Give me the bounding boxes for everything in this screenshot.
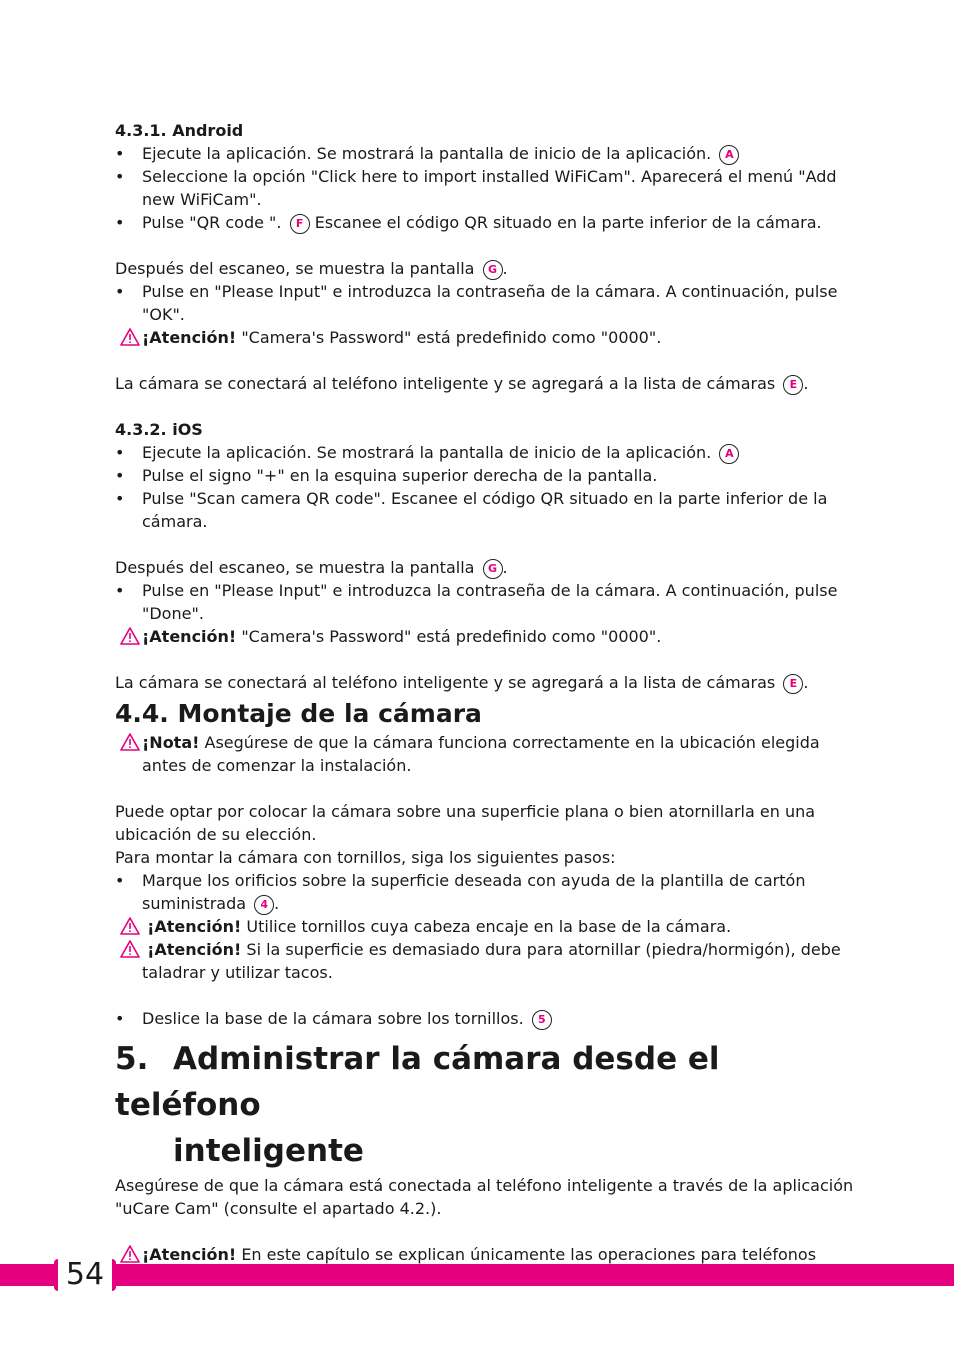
badge-a: A xyxy=(719,145,739,165)
section-heading-ios: 4.3.2. iOS xyxy=(115,420,203,439)
warning-icon xyxy=(120,328,140,346)
warning-icon xyxy=(120,733,140,751)
list-item: • Deslice la base de la cámara sobre los tornillos. 5 xyxy=(115,1007,845,1030)
warning-icon xyxy=(120,917,140,935)
badge-f: F xyxy=(290,214,310,234)
warning-note: ¡Atención! Utilice tornillos cuya cabeza encaje en la base de la cámara. xyxy=(115,915,845,938)
page-content xyxy=(115,119,854,1266)
badge-g: G xyxy=(483,260,503,280)
badge-4: 4 xyxy=(254,895,274,915)
warning-note: ¡Atención! En este capítulo se explican únicamente las operaciones para teléfonos xyxy=(115,1243,845,1266)
paragraph: Para montar la cámara con tornillos, siga los siguientes pasos: xyxy=(115,848,616,867)
badge-5: 5 xyxy=(532,1010,552,1030)
note: ¡Nota! Asegúrese de que la cámara funciona correctamente en la ubicación elegida antes de comenzar la instalación. xyxy=(115,731,845,777)
list-item: • Marque los orificios sobre la superficie deseada con ayuda de la plantilla de cartón suministrada 4 . xyxy=(115,871,806,913)
chapter-heading: 5. Administrar la cámara desde el teléfono inteligente xyxy=(115,1041,720,1169)
list-item: • Pulse "Scan camera QR code". Escanee el código QR situado en la parte inferior de la cámara. xyxy=(115,489,828,531)
badge-e: E xyxy=(783,375,803,395)
badge-a: A xyxy=(719,444,739,464)
paragraph: La cámara se conectará al teléfono inteligente y se agregará a la lista de cámaras E . xyxy=(115,673,809,692)
paragraph: ubicación de su elección. xyxy=(115,825,317,844)
footer-bar xyxy=(0,1264,954,1286)
section-heading-mounting: 4.4. Montaje de la cámara xyxy=(115,699,482,728)
warning-note: ¡Atención! "Camera's Password" está predefinido como "0000". xyxy=(115,625,845,648)
list-item: • Ejecute la aplicación. Se mostrará la pantalla de inicio de la aplicación. A xyxy=(115,441,845,464)
paragraph: Después del escaneo, se muestra la pantalla G . xyxy=(115,259,508,278)
paragraph: Asegúrese de que la cámara está conectada al teléfono inteligente a través de la aplicación xyxy=(115,1176,854,1195)
list-item: • Pulse en "Please Input" e introduzca la contraseña de la cámara. A continuación, pulse "OK". xyxy=(115,282,838,324)
list-item: • Pulse en "Please Input" e introduzca la contraseña de la cámara. A continuación, pulse "Done". xyxy=(115,581,838,623)
list-item: • Pulse "QR code ". F Escanee el código QR situado en la parte inferior de la cámara. xyxy=(115,213,822,232)
warning-icon xyxy=(120,1245,140,1263)
section-heading-android: 4.3.1. Android xyxy=(115,121,244,140)
paragraph: Puede optar por colocar la cámara sobre una superficie plana o bien atornillarla en una xyxy=(115,802,816,821)
paragraph: "uCare Cam" (consulte el apartado 4.2.). xyxy=(115,1199,442,1218)
warning-note: ¡Atención! "Camera's Password" está predefinido como "0000". xyxy=(115,326,845,349)
paragraph: La cámara se conectará al teléfono inteligente y se agregará a la lista de cámaras E . xyxy=(115,374,809,393)
badge-e: E xyxy=(783,674,803,694)
warning-icon xyxy=(120,940,140,958)
warning-icon xyxy=(120,627,140,645)
list-item: • Ejecute la aplicación. Se mostrará la pantalla de inicio de la aplicación. A xyxy=(115,142,845,165)
paragraph: Después del escaneo, se muestra la pantalla G . xyxy=(115,558,508,577)
list-item: • Seleccione la opción "Click here to import installed WiFiCam". Aparecerá el menú "Add new WiFiCam". xyxy=(115,167,837,209)
list-item: • Pulse el signo "+" en la esquina superior derecha de la pantalla. xyxy=(115,466,658,485)
page-number: 54 xyxy=(54,1259,116,1291)
badge-g: G xyxy=(483,559,503,579)
warning-note: ¡Atención! Si la superficie es demasiado dura para atornillar (piedra/hormigón), debe taladrar y utilizar tacos. xyxy=(115,938,845,984)
